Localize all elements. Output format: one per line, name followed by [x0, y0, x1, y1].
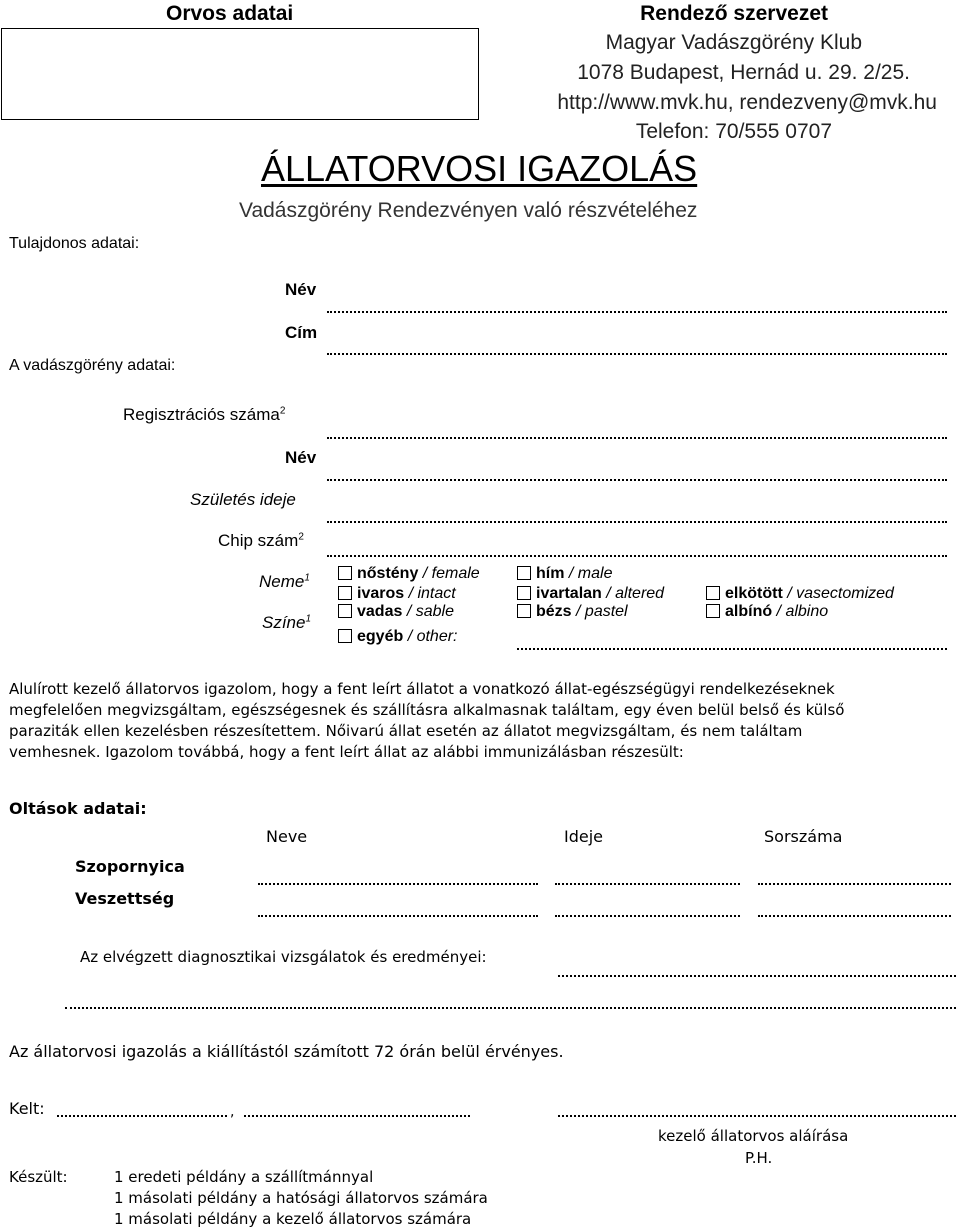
chip-number-label — [218, 531, 304, 551]
validity-note: Az állatorvosi igazolás a kiállítástól számított 72 órán belül érvényes. — [9, 1042, 564, 1061]
checkbox-albino[interactable] — [706, 604, 720, 618]
kelt-label: Kelt: — [9, 1099, 45, 1118]
vaccine-row-rabies: Veszettség — [75, 889, 175, 908]
kelt-comma: , — [230, 1104, 235, 1120]
option-sable-en: / sable — [402, 603, 454, 620]
copies-label: Készült: — [9, 1168, 68, 1186]
option-vasectomized-label: elkötött — [725, 585, 783, 602]
copy-2: 1 másolati példány a hatósági állatorvos számára — [114, 1189, 488, 1207]
option-pastel-en: / pastel — [571, 603, 628, 620]
option-female[interactable] — [338, 565, 480, 583]
ferret-name-label: Név — [285, 448, 317, 467]
owner-address-field[interactable] — [327, 353, 947, 355]
document-subtitle: Vadászgörény Rendezvényen való részvételéhez — [239, 199, 698, 222]
statement-line-4: vemhesnek. Igazolom továbbá, hogy a fent leírt állat az alábbi immunizálásban részesült: — [9, 743, 684, 761]
option-sable[interactable] — [338, 603, 454, 621]
doctor-data-box[interactable] — [1, 28, 479, 120]
kelt-place-field[interactable] — [57, 1115, 227, 1117]
checkbox-pastel[interactable] — [517, 604, 531, 618]
vaccine-row-distemper: Szopornyica — [75, 857, 185, 876]
birth-date-label: Születés ideje — [190, 490, 296, 509]
option-pastel[interactable] — [517, 603, 628, 621]
reg-number-field[interactable] — [327, 437, 947, 439]
diagnostics-field-1[interactable] — [558, 975, 956, 977]
distemper-serial-field[interactable] — [758, 883, 951, 885]
option-altered[interactable] — [517, 585, 664, 603]
sex-footnote: 1 — [304, 572, 310, 584]
copy-3: 1 másolati példány a kezelő állatorvos számára — [114, 1210, 472, 1228]
distemper-date-field[interactable] — [555, 883, 740, 885]
checkbox-male[interactable] — [517, 566, 531, 580]
chip-number-field[interactable] — [327, 555, 947, 557]
sex-text: Neme — [259, 572, 305, 591]
checkbox-female[interactable] — [338, 566, 352, 580]
statement-line-2: megfelelően megvizsgáltam, egészségesnek és szállításra alkalmasnak találtam, egy éven belül belső és külső — [9, 701, 845, 719]
reg-number-text: Regisztrációs száma — [123, 405, 280, 424]
reg-number-footnote: 2 — [279, 405, 286, 417]
doctor-section-title: Orvos adatai — [166, 2, 294, 25]
checkbox-intact[interactable] — [338, 586, 352, 600]
col-header-date: Ideje — [564, 827, 604, 846]
organizer-web-email: http://www.mvk.hu, rendezveny@mvk.hu — [557, 91, 937, 114]
kelt-date-field[interactable] — [244, 1115, 470, 1117]
option-vasectomized-en: / vasectomized — [782, 585, 894, 602]
diagnostics-label: Az elvégzett diagnosztikai vizsgálatok és eredményei: — [80, 948, 487, 966]
organizer-name: Magyar Vadászgörény Klub — [605, 31, 862, 54]
option-male-en: / male — [564, 565, 613, 582]
other-color-field[interactable] — [517, 648, 947, 650]
option-other-en: / other: — [403, 628, 458, 645]
rabies-serial-field[interactable] — [758, 915, 951, 917]
option-pastel-label: bézs — [536, 603, 572, 620]
statement-line-3: paraziták ellen kezelésben részesítettem. Nőivarú állat esetén az állatot megvizsgáltam, és nem találtam — [9, 722, 803, 740]
checkbox-vasectomized[interactable] — [706, 586, 720, 600]
chip-number-text: Chip szám — [218, 531, 299, 550]
option-intact-en: / intact — [404, 585, 456, 602]
option-male-label: hím — [536, 565, 565, 582]
signature-label: kezelő állatorvos aláírása — [658, 1127, 849, 1145]
option-intact[interactable] — [338, 585, 456, 603]
signature-field[interactable] — [558, 1115, 956, 1117]
checkbox-other[interactable] — [338, 629, 352, 643]
owner-address-label: Cím — [285, 323, 318, 342]
checkbox-sable[interactable] — [338, 604, 352, 618]
option-altered-en: / altered — [601, 585, 665, 602]
diagnostics-field-2[interactable] — [65, 1007, 956, 1009]
col-header-serial: Sorszáma — [764, 827, 843, 846]
organizer-phone: Telefon: 70/555 0707 — [635, 120, 832, 143]
organizer-title: Rendező szervezet — [640, 2, 828, 25]
option-albino-en: / albino — [772, 603, 829, 620]
owner-name-label: Név — [285, 280, 317, 299]
sex-label — [259, 572, 310, 592]
rabies-date-field[interactable] — [555, 915, 740, 917]
reg-number-label — [123, 405, 285, 425]
ferret-section-label: A vadászgörény adatai: — [9, 357, 176, 374]
owner-name-field[interactable] — [327, 311, 947, 313]
option-female-label: nőstény — [357, 565, 419, 582]
chip-number-footnote: 2 — [298, 531, 304, 543]
color-text: Színe — [262, 613, 306, 632]
option-altered-label: ivartalan — [536, 585, 602, 602]
color-footnote: 1 — [305, 613, 312, 625]
option-other[interactable] — [338, 628, 458, 646]
organizer-address: 1078 Budapest, Hernád u. 29. 2/25. — [577, 61, 910, 84]
option-albino-label: albínó — [725, 603, 773, 620]
option-vasectomized[interactable] — [706, 585, 894, 603]
rabies-name-field[interactable] — [258, 915, 538, 917]
vaccinations-title: Oltások adatai: — [9, 799, 147, 818]
ferret-name-field[interactable] — [327, 479, 947, 481]
option-male[interactable] — [517, 565, 612, 583]
option-other-label: egyéb — [357, 628, 404, 645]
option-sable-label: vadas — [357, 603, 403, 620]
color-label — [262, 613, 311, 633]
document-title: ÁLLATORVOSI IGAZOLÁS — [261, 148, 698, 189]
distemper-name-field[interactable] — [258, 883, 538, 885]
copy-1: 1 eredeti példány a szállítmánnyal — [114, 1168, 374, 1186]
statement-line-1: Alulírott kezelő állatorvos igazolom, hogy a fent leírt állatot a vonatkozó állat-egészségügyi rendelkezéseknek — [9, 680, 835, 698]
stamp-label: P.H. — [745, 1149, 773, 1167]
option-intact-label: ivaros — [357, 585, 405, 602]
owner-section-label: Tulajdonos adatai: — [9, 235, 140, 252]
option-female-en: / female — [418, 565, 480, 582]
checkbox-altered[interactable] — [517, 586, 531, 600]
birth-date-field[interactable] — [327, 521, 947, 523]
col-header-name: Neve — [266, 827, 308, 846]
option-albino[interactable] — [706, 603, 828, 621]
